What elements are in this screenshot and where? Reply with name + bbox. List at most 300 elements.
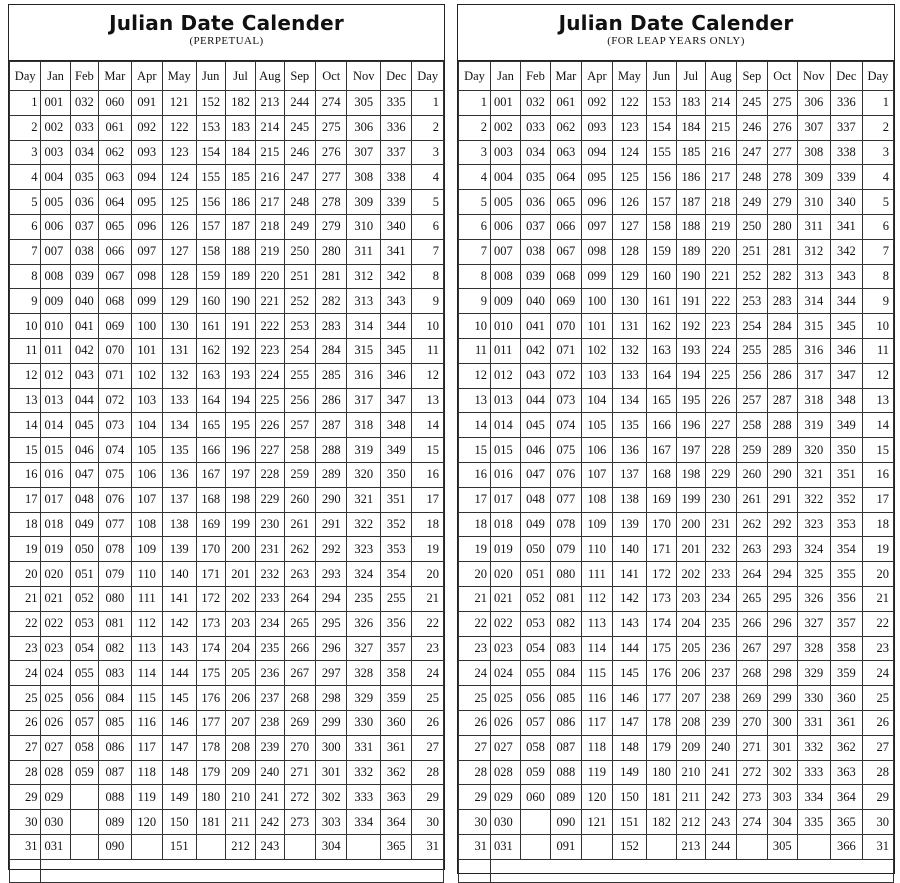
julian-date-cell: 236 [256,661,284,686]
julian-date-cell: 140 [163,562,197,587]
julian-date-cell: 003 [41,140,70,165]
julian-date-cell: 040 [70,289,98,314]
julian-date-cell: 070 [550,314,581,339]
table-row [459,512,894,537]
julian-date-cell: 158 [196,239,225,264]
day-number-cell: 20 [862,562,893,587]
julian-date-cell: 150 [612,785,646,810]
column-header: Apr [131,62,162,91]
julian-date-cell: 061 [550,91,581,116]
table-row [10,413,444,438]
table-row [10,661,444,686]
julian-date-cell: 138 [163,512,197,537]
julian-date-cell: 294 [316,586,347,611]
column-header: Jun [646,62,676,91]
julian-date-cell: 259 [736,438,767,463]
julian-date-cell: 051 [70,562,98,587]
julian-date-cell: 010 [491,314,521,339]
column-header: Jun [196,62,225,91]
julian-date-cell: 160 [196,289,225,314]
julian-date-cell: 163 [196,363,225,388]
julian-date-cell: 199 [225,512,255,537]
julian-date-cell: 035 [520,165,550,190]
julian-date-cell: 168 [196,487,225,512]
julian-date-cell: 012 [41,363,70,388]
julian-date-cell: 320 [797,438,830,463]
julian-date-cell: 342 [830,239,862,264]
julian-date-cell: 116 [131,710,162,735]
julian-date-cell: 169 [646,487,676,512]
julian-date-cell: 011 [491,338,521,363]
julian-date-cell: 350 [830,438,862,463]
julian-date-cell: 025 [41,686,70,711]
julian-date-cell: 169 [196,512,225,537]
julian-date-cell: 297 [767,636,797,661]
day-number-cell: 16 [459,462,491,487]
julian-date-cell: 144 [163,661,197,686]
julian-date-cell: 105 [131,438,162,463]
day-number-cell: 2 [412,115,444,140]
julian-date-cell: 289 [767,438,797,463]
julian-date-cell: 121 [163,91,197,116]
julian-date-cell: 315 [797,314,830,339]
julian-date-cell: 329 [347,686,381,711]
day-number-cell: 5 [459,190,491,215]
table-row [459,91,894,116]
day-number-cell: 1 [412,91,444,116]
julian-date-cell: 352 [830,487,862,512]
day-number-cell: 7 [10,239,41,264]
day-number-cell: 4 [412,165,444,190]
day-number-cell: 5 [10,190,41,215]
julian-date-cell: 246 [284,140,315,165]
day-number-cell: 13 [459,388,491,413]
julian-date-cell: 030 [491,810,521,835]
julian-date-cell: 094 [581,140,612,165]
julian-date-cell: 156 [646,165,676,190]
julian-date-cell: 249 [736,190,767,215]
julian-date-cell: 348 [830,388,862,413]
day-number-cell: 10 [10,314,41,339]
julian-date-cell: 066 [99,239,131,264]
day-number-cell: 17 [459,487,491,512]
julian-date-cell: 174 [646,611,676,636]
julian-date-cell: 090 [99,834,131,859]
julian-date-cell: 365 [830,810,862,835]
column-header: Jan [41,62,70,91]
julian-date-cell: 341 [830,214,862,239]
julian-date-cell: 312 [347,264,381,289]
julian-date-cell: 136 [163,462,197,487]
julian-date-cell: 167 [196,462,225,487]
julian-date-cell: 319 [347,438,381,463]
julian-date-cell: 131 [612,314,646,339]
day-number-cell: 3 [862,140,893,165]
julian-date-cell: 227 [705,413,736,438]
day-number-cell: 26 [459,710,491,735]
day-number-cell: 12 [862,363,893,388]
column-header: Sep [284,62,315,91]
julian-date-cell: 024 [41,661,70,686]
julian-date-cell: 202 [676,562,705,587]
julian-date-cell: 279 [767,190,797,215]
julian-date-cell: 071 [550,338,581,363]
julian-date-cell: 113 [581,611,612,636]
julian-date-cell: 255 [380,586,411,611]
julian-date-cell: 122 [163,115,197,140]
julian-date-cell: 016 [41,462,70,487]
julian-date-cell: 002 [41,115,70,140]
julian-date-cell: 052 [70,586,98,611]
julian-date-cell: 215 [256,140,284,165]
julian-date-cell: 256 [736,363,767,388]
julian-date-cell: 010 [41,314,70,339]
julian-date-cell: 253 [284,314,315,339]
julian-date-cell: 309 [347,190,381,215]
julian-date-cell: 200 [225,537,255,562]
julian-date-cell: 037 [70,214,98,239]
julian-date-cell: 141 [612,562,646,587]
julian-date-cell: 344 [830,289,862,314]
julian-date-cell: 321 [797,462,830,487]
julian-date-cell: 330 [797,686,830,711]
julian-date-cell: 028 [41,760,70,785]
julian-date-cell: 251 [736,239,767,264]
julian-date-cell: 190 [225,289,255,314]
julian-date-cell: 033 [70,115,98,140]
julian-date-cell: 352 [380,512,411,537]
julian-date-cell: 199 [676,487,705,512]
table-row [459,388,894,413]
julian-date-cell: 288 [767,413,797,438]
julian-date-cell: 063 [99,165,131,190]
julian-date-cell: 104 [131,413,162,438]
julian-date-cell: 158 [646,214,676,239]
julian-date-cell: 320 [347,462,381,487]
day-number-cell: 26 [862,710,893,735]
julian-date-cell: 353 [830,512,862,537]
julian-date-cell: 292 [316,537,347,562]
julian-date-cell: 026 [491,710,521,735]
day-number-cell: 12 [412,363,444,388]
julian-date-cell: 115 [581,661,612,686]
day-number-cell: 11 [412,338,444,363]
day-number-cell: 4 [10,165,41,190]
julian-date-cell: 262 [284,537,315,562]
julian-date-cell: 261 [284,512,315,537]
julian-date-cell: 148 [163,760,197,785]
julian-date-cell: 270 [736,710,767,735]
julian-date-cell: 234 [256,611,284,636]
julian-date-cell: 308 [347,165,381,190]
day-number-cell: 26 [10,710,41,735]
day-number-cell: 21 [412,586,444,611]
julian-date-cell: 072 [550,363,581,388]
julian-date-cell: 186 [676,165,705,190]
julian-date-cell: 204 [225,636,255,661]
day-number-cell: 16 [412,462,444,487]
julian-date-cell: 344 [380,314,411,339]
day-number-cell: 1 [10,91,41,116]
julian-date-cell: 152 [196,91,225,116]
julian-date-cell: 191 [676,289,705,314]
julian-date-cell: 272 [736,760,767,785]
day-number-cell: 22 [10,611,41,636]
day-number-cell: 18 [862,512,893,537]
table-row [459,810,894,835]
julian-date-cell: 168 [646,462,676,487]
julian-date-cell: 286 [316,388,347,413]
julian-date-cell: 293 [767,537,797,562]
julian-date-cell: 128 [612,239,646,264]
julian-date-cell: 069 [550,289,581,314]
julian-date-cell: 130 [612,289,646,314]
day-number-cell: 16 [862,462,893,487]
header-row [459,62,894,91]
julian-date-cell: 068 [550,264,581,289]
julian-date-cell: 247 [284,165,315,190]
julian-date-cell: 313 [797,264,830,289]
julian-date-cell: 317 [797,363,830,388]
julian-date-cell: 118 [131,760,162,785]
day-number-cell: 31 [10,834,41,859]
table-row [459,661,894,686]
julian-date-cell: 147 [163,735,197,760]
julian-date-cell: 316 [797,338,830,363]
day-number-cell: 10 [459,314,491,339]
table-row [10,338,444,363]
day-number-cell: 2 [10,115,41,140]
julian-date-cell: 303 [316,810,347,835]
julian-date-cell: 271 [736,735,767,760]
day-number-cell: 13 [10,388,41,413]
julian-date-cell: 210 [225,785,255,810]
julian-date-cell: 085 [550,686,581,711]
day-number-cell: 29 [412,785,444,810]
julian-date-cell: 009 [41,289,70,314]
julian-date-cell: 114 [581,636,612,661]
julian-date-cell: 287 [767,388,797,413]
day-number-cell: 9 [862,289,893,314]
julian-date-cell: 172 [646,562,676,587]
julian-date-cell: 207 [225,710,255,735]
column-header: Feb [70,62,98,91]
julian-date-cell: 092 [131,115,162,140]
julian-date-cell: 276 [767,115,797,140]
julian-date-cell: 122 [612,91,646,116]
julian-date-cell: 044 [520,388,550,413]
julian-date-cell: 044 [70,388,98,413]
julian-date-cell: 015 [491,438,521,463]
day-number-cell: 14 [412,413,444,438]
day-number-cell: 10 [412,314,444,339]
julian-date-cell: 235 [347,586,381,611]
table-row [10,214,444,239]
julian-date-cell: 204 [676,611,705,636]
column-header: Oct [316,62,347,91]
julian-date-cell: 195 [676,388,705,413]
julian-date-cell: 335 [380,91,411,116]
julian-date-cell: 225 [705,363,736,388]
julian-date-cell: 360 [380,710,411,735]
table-row [459,264,894,289]
julian-date-cell: 017 [41,487,70,512]
day-number-cell: 8 [459,264,491,289]
julian-date-cell: 196 [225,438,255,463]
julian-date-cell: 346 [380,363,411,388]
julian-date-cell: 039 [70,264,98,289]
column-header: Dec [380,62,411,91]
day-number-cell: 27 [862,735,893,760]
julian-date-cell: 189 [225,264,255,289]
julian-date-cell: 132 [163,363,197,388]
day-number-cell: 23 [412,636,444,661]
julian-date-cell: 151 [163,834,197,859]
julian-date-cell: 307 [347,140,381,165]
julian-date-cell: 261 [736,487,767,512]
julian-date-cell: 029 [41,785,70,810]
table-row [10,314,444,339]
julian-date-cell: 325 [797,562,830,587]
julian-date-cell [70,785,98,810]
julian-date-cell: 293 [316,562,347,587]
day-number-cell: 18 [459,512,491,537]
julian-date-table [458,61,894,883]
day-number-cell: 29 [459,785,491,810]
julian-date-cell: 351 [380,487,411,512]
julian-date-cell: 033 [520,115,550,140]
julian-date-cell: 223 [256,338,284,363]
julian-date-cell: 285 [316,363,347,388]
day-number-cell: 8 [10,264,41,289]
day-number-cell: 12 [10,363,41,388]
column-header: Jan [491,62,521,91]
julian-date-cell: 087 [550,735,581,760]
julian-date-cell: 207 [676,686,705,711]
julian-date-cell: 326 [797,586,830,611]
julian-date-cell: 137 [612,462,646,487]
day-number-cell: 28 [862,760,893,785]
julian-date-cell: 069 [99,314,131,339]
julian-date-cell: 145 [163,686,197,711]
julian-date-cell: 144 [612,636,646,661]
julian-date-cell: 345 [380,338,411,363]
julian-date-cell: 328 [347,661,381,686]
day-number-cell: 24 [412,661,444,686]
julian-date-cell: 327 [347,636,381,661]
julian-date-cell: 017 [491,487,521,512]
day-number-cell: 23 [862,636,893,661]
julian-date-cell: 041 [520,314,550,339]
julian-date-cell: 032 [520,91,550,116]
julian-date-cell: 139 [163,537,197,562]
julian-date-cell: 056 [520,686,550,711]
julian-date-cell: 282 [767,264,797,289]
julian-date-cell: 056 [70,686,98,711]
day-number-cell: 18 [10,512,41,537]
julian-date-cell: 058 [520,735,550,760]
julian-date-cell: 291 [316,512,347,537]
julian-date-cell: 201 [676,537,705,562]
julian-date-cell: 108 [581,487,612,512]
day-number-cell: 3 [459,140,491,165]
julian-date-cell: 255 [284,363,315,388]
day-number-cell: 5 [412,190,444,215]
table-row [10,264,444,289]
julian-date-cell: 091 [131,91,162,116]
table-row [459,462,894,487]
julian-date-cell: 228 [256,462,284,487]
day-number-cell: 1 [459,91,491,116]
julian-date-cell: 127 [612,214,646,239]
day-number-cell: 3 [412,140,444,165]
julian-date-cell: 154 [646,115,676,140]
table-row [10,562,444,587]
day-number-cell: 7 [459,239,491,264]
julian-date-cell: 088 [99,785,131,810]
julian-date-cell: 018 [41,512,70,537]
julian-date-cell: 302 [767,760,797,785]
table-row [459,239,894,264]
julian-date-cell: 130 [163,314,197,339]
julian-date-cell: 172 [196,586,225,611]
julian-date-cell: 241 [705,760,736,785]
julian-date-cell: 045 [70,413,98,438]
julian-date-cell: 041 [70,314,98,339]
julian-date-cell: 019 [491,537,521,562]
julian-date-cell: 231 [705,512,736,537]
julian-date-cell: 006 [41,214,70,239]
julian-date-cell: 211 [225,810,255,835]
julian-date-cell: 235 [705,611,736,636]
julian-date-cell: 079 [550,537,581,562]
julian-date-cell: 258 [736,413,767,438]
day-number-cell: 7 [412,239,444,264]
julian-date-cell: 086 [99,735,131,760]
julian-date-cell: 083 [99,661,131,686]
day-number-cell: 30 [862,810,893,835]
julian-date-cell: 227 [256,438,284,463]
julian-date-cell: 250 [736,214,767,239]
julian-date-cell: 062 [550,115,581,140]
calendar-subtitle: (FOR LEAP YEARS ONLY) [607,35,745,47]
julian-date-cell: 255 [736,338,767,363]
julian-date-cell: 002 [491,115,521,140]
julian-date-cell: 297 [316,661,347,686]
day-number-cell: 14 [459,413,491,438]
julian-date-cell: 055 [520,661,550,686]
julian-date-cell: 093 [131,140,162,165]
julian-date-cell: 187 [676,190,705,215]
julian-date-cell: 201 [225,562,255,587]
julian-date-cell: 217 [256,190,284,215]
julian-date-cell: 323 [797,512,830,537]
julian-date-cell: 219 [705,214,736,239]
julian-date-cell: 184 [676,115,705,140]
day-number-cell: 2 [459,115,491,140]
julian-date-cell: 270 [284,735,315,760]
julian-date-cell: 037 [520,214,550,239]
julian-date-cell: 219 [256,239,284,264]
julian-date-cell: 160 [646,264,676,289]
julian-date-cell: 193 [676,338,705,363]
julian-date-cell: 109 [131,537,162,562]
julian-date-cell: 185 [225,165,255,190]
julian-date-cell: 363 [380,785,411,810]
julian-date-cell: 014 [491,413,521,438]
julian-date-cell [646,834,676,859]
julian-date-cell: 268 [284,686,315,711]
